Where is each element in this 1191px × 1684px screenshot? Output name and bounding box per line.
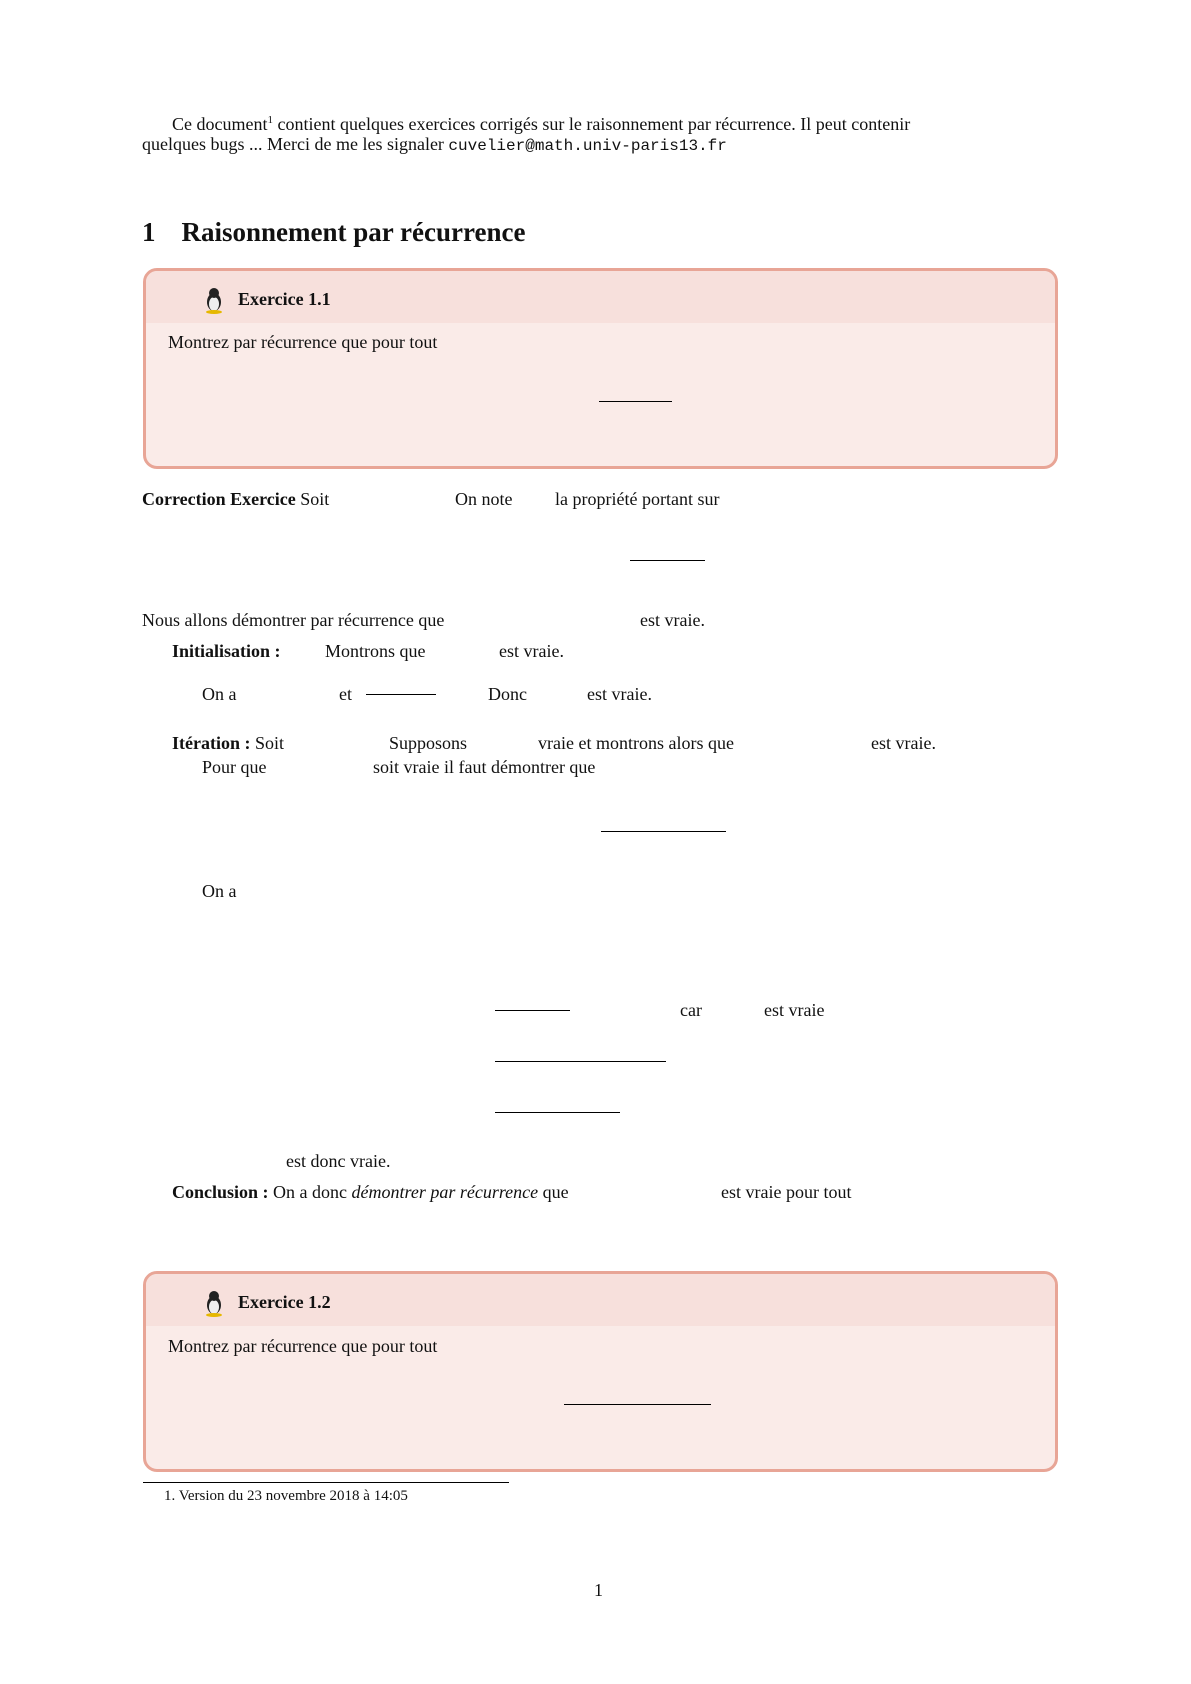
text: Supposons: [389, 733, 468, 753]
iteration-label: Itération :: [172, 733, 251, 753]
text: Donc: [488, 684, 527, 704]
exercise-box-2: [143, 1271, 1058, 1472]
email-link[interactable]: cuvelier@math.univ-paris13.fr: [448, 137, 727, 155]
penguin-icon: [203, 1287, 225, 1317]
fraction-bar: [599, 401, 672, 402]
text: que: [542, 1182, 569, 1202]
intro-line-2: [142, 133, 727, 157]
fraction-bar: [495, 1061, 666, 1062]
text: est vraie.: [871, 733, 936, 753]
fraction-bar: [564, 1404, 711, 1405]
text: Soit: [254, 733, 284, 753]
text: Soit: [300, 489, 330, 509]
fraction-bar: [495, 1112, 620, 1113]
text: est vraie.: [587, 684, 652, 704]
fraction-bar: [495, 1010, 570, 1011]
footnote-mark[interactable]: 1: [267, 114, 273, 126]
text: la propriété portant sur: [555, 489, 720, 509]
intro-text: contient quelques exercices corrigés sur le raisonnement par récurrence. Il peut contenir: [277, 114, 911, 134]
correction-heading: [142, 488, 329, 510]
section-number: 1: [142, 217, 156, 247]
text: démontrer par récurrence: [351, 1182, 539, 1202]
text: Nous allons démontrer par récurrence que: [142, 610, 445, 630]
exercise-title: Exercice 1.2: [238, 1292, 331, 1312]
text: On a: [202, 684, 237, 704]
text: On note: [455, 489, 513, 509]
text: soit vraie il faut démontrer que: [373, 757, 596, 777]
exercise-text: Montrez par récurrence que pour tout: [168, 332, 438, 352]
section-heading: [142, 216, 525, 248]
correction-label: Correction Exercice: [142, 489, 296, 509]
intro-text: quelques bugs ... Merci de me les signaler: [142, 134, 444, 154]
text: On a: [202, 881, 237, 901]
text: est vraie.: [640, 610, 705, 630]
fraction-bar: [366, 694, 436, 695]
initialisation-label: Initialisation :: [172, 641, 281, 661]
footnote: [164, 1485, 408, 1507]
intro-line-1: [172, 109, 910, 135]
conclusion-label: Conclusion :: [172, 1182, 269, 1202]
text: est donc vraie.: [286, 1151, 391, 1171]
text: est vraie: [764, 1000, 825, 1020]
footnote-rule: [143, 1482, 509, 1483]
text: Montrons que: [325, 641, 426, 661]
penguin-icon: [203, 284, 225, 314]
exercise-box-1: [143, 268, 1058, 469]
text: On a donc: [273, 1182, 348, 1202]
text: est vraie pour tout: [721, 1182, 852, 1202]
text: car: [680, 1000, 702, 1020]
fraction-bar: [630, 560, 705, 561]
footnote-text: Version du 23 novembre 2018 à 14:05: [178, 1488, 408, 1504]
text: vraie et montrons alors que: [538, 733, 734, 753]
intro-text: Ce document: [172, 114, 268, 134]
text: Pour que: [202, 757, 267, 777]
text: est vraie.: [499, 641, 564, 661]
exercise-text: Montrez par récurrence que pour tout: [168, 1336, 438, 1356]
text: et: [339, 684, 352, 704]
section-title: Raisonnement par récurrence: [181, 217, 526, 247]
page-number: 1: [594, 1580, 603, 1600]
footnote-number: 1.: [164, 1488, 176, 1504]
exercise-title: Exercice 1.1: [238, 289, 331, 309]
fraction-bar: [601, 831, 726, 832]
